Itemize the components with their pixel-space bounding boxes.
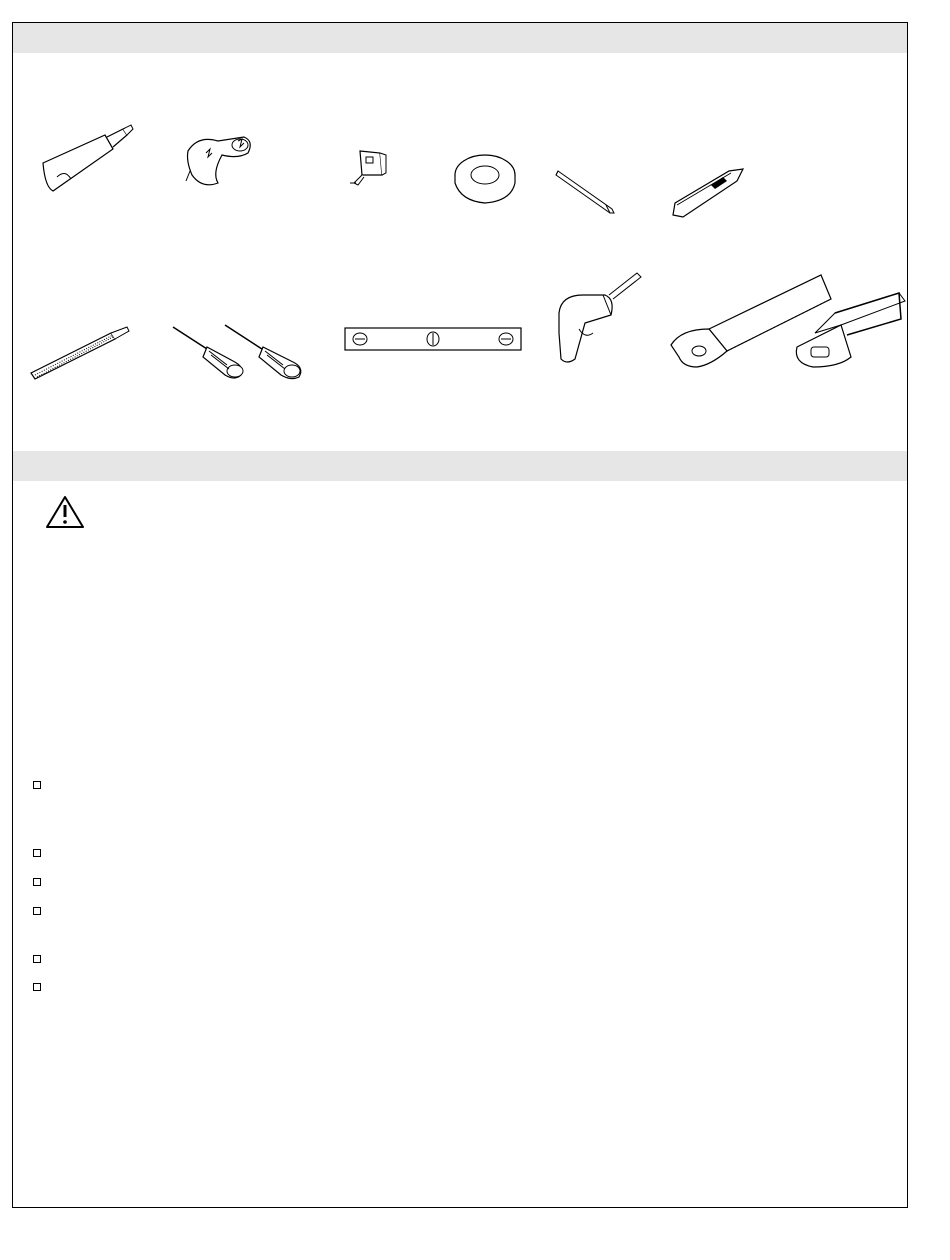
warning-icon: [45, 495, 85, 534]
saws-icon: [669, 271, 909, 377]
plumbers-tape-icon: [453, 151, 518, 206]
checklist-checkbox[interactable]: [33, 781, 41, 789]
pencil-icon: [556, 167, 618, 217]
utility-knife-icon: [671, 163, 751, 219]
checklist-checkbox[interactable]: [33, 955, 41, 963]
tape-measure-icon: [346, 145, 391, 190]
tools-section-header: [13, 23, 907, 53]
checklist-checkbox[interactable]: [33, 878, 41, 886]
safety-section-header: [13, 451, 907, 481]
checklist-checkbox[interactable]: [33, 907, 41, 915]
level-icon: [344, 327, 524, 353]
p-trap-icon: [178, 131, 258, 191]
screwdrivers-icon: [171, 321, 303, 381]
sealant-tube-icon: [35, 125, 135, 195]
file-icon: [31, 327, 129, 383]
page-frame: [12, 22, 908, 1208]
checklist-checkbox[interactable]: [33, 983, 41, 991]
checklist-checkbox[interactable]: [33, 849, 41, 857]
drill-icon: [549, 273, 645, 369]
